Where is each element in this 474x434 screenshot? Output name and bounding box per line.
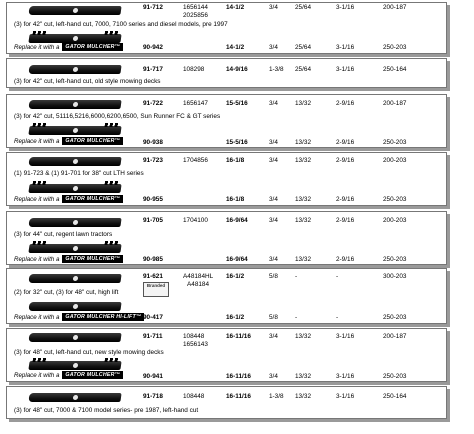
- gator-blade-image: [28, 244, 121, 253]
- blade-thickness: 13/32: [295, 217, 311, 224]
- table-row: [7, 65, 446, 75]
- oem-number: A48184: [187, 281, 210, 288]
- table-row: [7, 43, 446, 53]
- oem-number: 108298: [183, 66, 205, 73]
- center-hole: -: [336, 314, 339, 321]
- oem-number: 1704100: [183, 217, 208, 224]
- gator-mulcher-logo: GATOR MULCHER™: [62, 195, 123, 203]
- table-row: [7, 313, 446, 323]
- part-number: 91-712: [143, 4, 163, 11]
- center-hole: 2-9/16: [336, 100, 355, 107]
- table-row: [7, 99, 446, 109]
- blade-group-2: [6, 58, 447, 88]
- blade-group-1: [6, 2, 447, 54]
- blade-width: 1-3/8: [269, 393, 284, 400]
- blade-group-3: [6, 94, 447, 148]
- blade-width: 3/4: [269, 256, 278, 263]
- blade-thickness: 25/64: [295, 4, 311, 11]
- blade-thickness: 25/64: [295, 44, 311, 51]
- center-hole: 3-1/16: [336, 44, 355, 51]
- blade-description: (3) for 48" cut, 7000 & 7100 model series- pre 1987, left-hand cut: [14, 407, 199, 414]
- oem-number: 1704856: [183, 157, 208, 164]
- blade-thickness: 25/64: [295, 66, 311, 73]
- gator-mulcher-hilift-logo: GATOR MULCHER HI-LIFT™: [62, 313, 144, 321]
- gator-blade-image: [28, 184, 121, 193]
- blade-width: 5/8: [269, 273, 278, 280]
- blade-length: 16-11/16: [226, 393, 251, 400]
- tool-number: 250-203: [383, 139, 407, 146]
- part-number: 91-705: [143, 217, 163, 224]
- tool-number: 200-187: [383, 100, 407, 107]
- blade-width: 3/4: [269, 217, 278, 224]
- blade-width: 1-3/8: [269, 66, 284, 73]
- gator-mulcher-logo: GATOR MULCHER™: [62, 43, 123, 51]
- blade-width: 3/4: [269, 373, 278, 380]
- part-number: 91-717: [143, 66, 163, 73]
- tool-number: 300-203: [383, 273, 407, 280]
- part-number: 91-723: [143, 157, 163, 164]
- center-hole: 3-1/16: [336, 4, 355, 11]
- blade-description: (2) for 32" cut, (3) for 48" cut, high lift: [14, 289, 119, 296]
- replace-text: Replace it with a: [14, 196, 60, 203]
- blade-thickness: 13/32: [295, 256, 311, 263]
- center-hole: -: [336, 273, 339, 280]
- oem-number: 1656144: [183, 4, 208, 11]
- part-number: 90-417: [143, 314, 163, 321]
- center-hole: 2-9/16: [336, 256, 355, 263]
- blade-group-8: [6, 386, 447, 419]
- center-hole: 2-9/16: [336, 157, 355, 164]
- blade-length: 16-9/64: [226, 256, 248, 263]
- blade-thickness: 13/32: [295, 100, 311, 107]
- tool-number: 250-203: [383, 256, 407, 263]
- replace-text: Replace it with a: [14, 314, 60, 321]
- part-number: 90-938: [143, 139, 163, 146]
- tool-number: 250-203: [383, 44, 407, 51]
- replace-text: Replace it with a: [14, 138, 60, 145]
- part-number: 91-711: [143, 333, 163, 340]
- tool-number: 200-203: [383, 217, 407, 224]
- blade-group-6: [6, 268, 447, 324]
- oem-number: 108448: [183, 333, 205, 340]
- gator-blade-image: [28, 126, 121, 135]
- blade-length: 16-1/8: [226, 157, 245, 164]
- gator-blade-image: [28, 361, 121, 370]
- gator-mulcher-logo: GATOR MULCHER™: [62, 371, 123, 379]
- gator-blade-image: [28, 34, 121, 43]
- blade-thickness: 13/32: [295, 393, 311, 400]
- blade-length: 14-1/2: [226, 44, 245, 51]
- blade-length: 14-9/16: [226, 66, 248, 73]
- tool-number: 250-164: [383, 66, 407, 73]
- blade-description: (3) for 42" cut, 51116,5216,6000,6200,6500, Sun Runner FC & GT series: [14, 113, 221, 120]
- part-number: 91-718: [143, 393, 163, 400]
- blade-length: 16-1/2: [226, 314, 245, 321]
- oem-number: 108448: [183, 393, 205, 400]
- blade-length: 16-11/16: [226, 333, 251, 340]
- tool-number: 250-203: [383, 314, 407, 321]
- table-row: [7, 138, 446, 148]
- blade-width: 3/4: [269, 100, 278, 107]
- replace-text: Replace it with a: [14, 44, 60, 51]
- blade-width: 3/4: [269, 196, 278, 203]
- blade-width: 3/4: [269, 4, 278, 11]
- center-hole: 2-9/16: [336, 139, 355, 146]
- oem-number: 2025856: [183, 12, 208, 19]
- table-row: [7, 195, 446, 205]
- blade-group-7: [6, 328, 447, 382]
- tool-number: 200-187: [383, 4, 407, 11]
- blade-thickness: 13/32: [295, 333, 311, 340]
- blade-length: 16-9/64: [226, 217, 248, 224]
- blade-length: 16-11/16: [226, 373, 251, 380]
- center-hole: 3-1/16: [336, 333, 355, 340]
- blade-thickness: 13/32: [295, 139, 311, 146]
- blade-group-5: [6, 211, 447, 265]
- hilift-blade-image: [28, 302, 121, 311]
- blade-length: 15-5/16: [226, 139, 248, 146]
- table-row: [7, 392, 446, 402]
- blade-thickness: -: [295, 314, 298, 321]
- tool-number: 250-203: [383, 373, 407, 380]
- center-hole: 2-9/16: [336, 217, 355, 224]
- oem-number: 1656143: [183, 341, 208, 348]
- replace-text: Replace it with a: [14, 372, 60, 379]
- center-hole: 3-1/16: [336, 373, 355, 380]
- blade-length: 14-1/2: [226, 4, 245, 11]
- part-number: 90-985: [143, 256, 163, 263]
- replace-text: Replace it with a: [14, 256, 60, 263]
- part-number: 90-942: [143, 44, 163, 51]
- blade-description: (3) for 42" cut, left-hand cut, old style mowing decks: [14, 78, 161, 85]
- part-number: 90-941: [143, 373, 163, 380]
- tool-number: 200-203: [383, 157, 407, 164]
- center-hole: 2-9/16: [336, 196, 355, 203]
- part-number: 90-955: [143, 196, 163, 203]
- tool-number: 250-203: [383, 196, 407, 203]
- tool-number: 250-164: [383, 393, 407, 400]
- table-row: [7, 156, 446, 166]
- blade-width: 3/4: [269, 157, 278, 164]
- part-number: 91-722: [143, 100, 163, 107]
- oem-number: 1656147: [183, 100, 208, 107]
- tool-number: 200-187: [383, 333, 407, 340]
- table-row: [7, 216, 446, 226]
- blade-description: (3) for 42" cut, left-hand cut, 7000, 7100 series and diesel models, pre 1997: [14, 21, 228, 28]
- blade-thickness: 13/32: [295, 196, 311, 203]
- blade-width: 3/4: [269, 333, 278, 340]
- blade-length: 16-1/8: [226, 196, 245, 203]
- table-row: [7, 372, 446, 382]
- oem-extra-row: [7, 11, 446, 21]
- center-hole: 3-1/16: [336, 66, 355, 73]
- blade-description: (1) 91-723 & (1) 91-701 for 38" cut LTH series: [14, 170, 144, 177]
- blade-thickness: 13/32: [295, 157, 311, 164]
- part-number: 91-621: [143, 273, 163, 280]
- blade-group-4: [6, 152, 447, 206]
- blade-thickness: 13/32: [295, 373, 311, 380]
- branded-logo: Branded: [143, 282, 169, 297]
- oem-number: A48184HL: [183, 273, 214, 280]
- table-row: [7, 255, 446, 265]
- blade-description: (3) for 48" cut, left-hand cut, new style mowing decks: [14, 349, 164, 356]
- blade-thickness: -: [295, 273, 298, 280]
- gator-mulcher-logo: GATOR MULCHER™: [62, 137, 123, 145]
- blade-length: 15-5/16: [226, 100, 248, 107]
- gator-mulcher-logo: GATOR MULCHER™: [62, 255, 123, 263]
- center-hole: 3-1/16: [336, 393, 355, 400]
- blade-description: (3) for 44" cut, regent lawn tractors: [14, 231, 113, 238]
- blade-width: 3/4: [269, 139, 278, 146]
- blade-width: 5/8: [269, 314, 278, 321]
- blade-length: 16-1/2: [226, 273, 245, 280]
- blade-width: 3/4: [269, 44, 278, 51]
